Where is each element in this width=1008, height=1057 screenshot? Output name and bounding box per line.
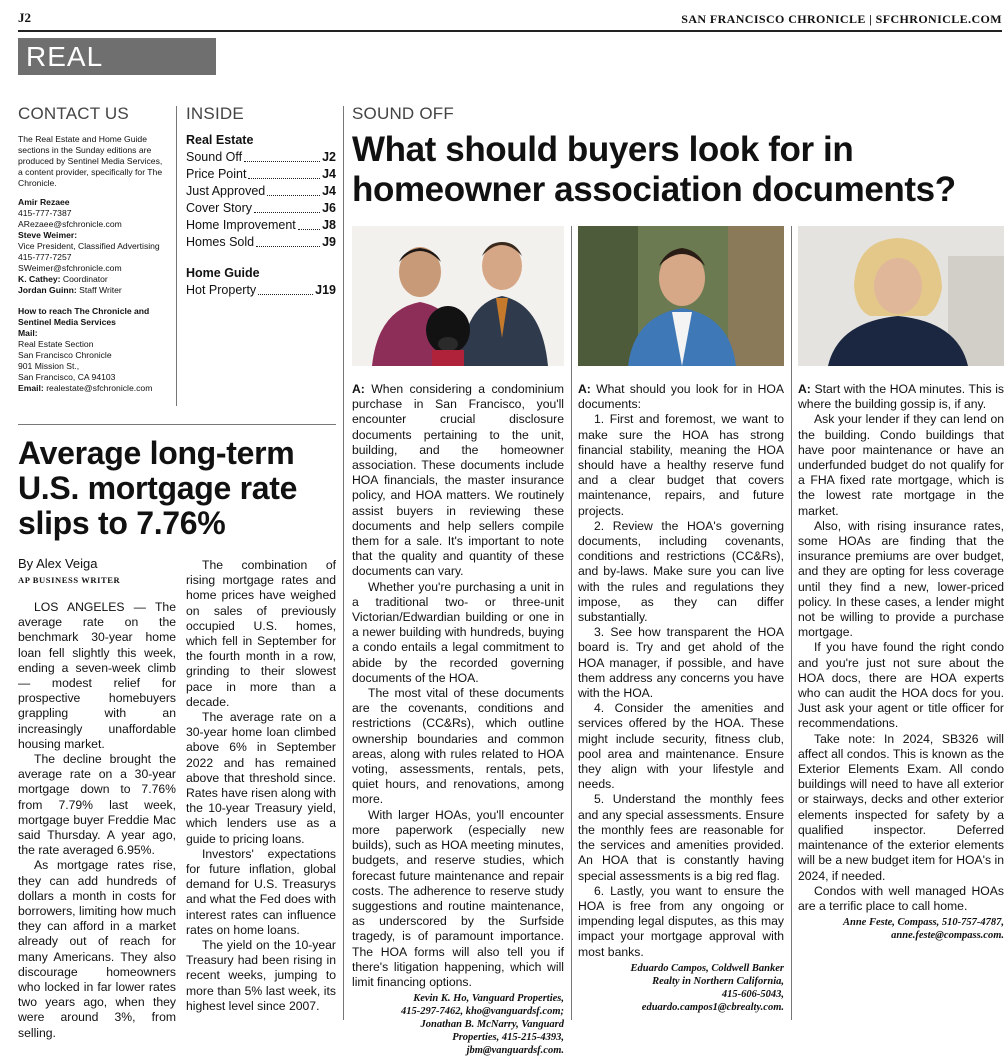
mortgage-headline: Average long-term U.S. mortgage rate slips to 7.76%: [18, 435, 298, 541]
toc-item[interactable]: Price Point J4: [186, 167, 336, 181]
mortgage-column-2: [186, 558, 336, 1014]
agents-photo-illustration: [352, 226, 564, 366]
toc-item[interactable]: Homes Sold J9: [186, 235, 336, 249]
writer-role: Staff Writer: [79, 285, 122, 295]
column-divider: [791, 226, 792, 1020]
paragraph: The average rate on a 30-year home loan climbed above 6% in September 2022 and has remained above that threshold since. Rates have risen along with the 10-year Treasury yield, which lenders use as a guide to pricing loans.: [186, 710, 336, 846]
paragraph: 2. Review the HOA's governing documents, including covenants, conditions and restrictions (CC&Rs), and by-laws. Make sure you can live with the rules and regulations they impose, as they can differ substantially.: [578, 518, 784, 625]
paragraph: Investors' expectations for future inflation, global demand for U.S. Treasurys and what the Fed does with interest rates can influence rates on home loans.: [186, 846, 336, 937]
contact-phone: 415-777-7257: [18, 252, 72, 262]
mortgage-byline: By Alex Veiga: [18, 556, 98, 571]
mail-line: 901 Mission St.,: [18, 361, 80, 371]
paragraph: The yield on the 10-year Treasury had been rising in recent weeks, jumping to more than 5% last week, its highest level since 2007.: [186, 938, 336, 1013]
paragraph: The combination of rising mortgage rates and home prices have weighed on sales of previously occupied U.S. homes, which fell in September for the fourth month in a row, grinding to their slowest pace in more than a decade.: [186, 558, 336, 709]
toc-item[interactable]: Just Approved J4: [186, 184, 336, 198]
toc-section-label: Real Estate: [186, 133, 254, 147]
answer-label: A:: [352, 382, 365, 396]
answer-column-3: [798, 382, 1004, 942]
story-divider: [18, 424, 336, 425]
email-label: Email:: [18, 383, 44, 393]
answer-signature: Anne Feste, Compass, 510-757-4787, anne.feste@compass.com.: [842, 917, 1004, 942]
paragraph: Also, with rising insurance rates, some HOAs are finding that the insurance premiums are over budget, and they are opting for less coverage until they find a new, lower-priced policy. In these cases, a lender might not be willing to provide a purchase mortgage.: [798, 518, 1004, 640]
paragraph: Whether you're purchasing a unit in a traditional two- or three-unit Victorian/Edwardian building or one in a newer building with hundreds, buying a condo entails a legal commitment to abide by the recorded governing documents of the HOA.: [352, 579, 564, 685]
contact-block: [18, 134, 168, 394]
paragraph: 1. First and foremost, we want to make sure the HOA has strong financial stability, meaning the HOA should have a healthy reserve fund and a clear budget that covers maintenance, repairs, and future projects.: [578, 412, 784, 518]
contact-phone: 415-777-7387: [18, 208, 72, 218]
contact-name: Steve Weimer:: [18, 230, 78, 240]
toc-item[interactable]: Cover Story J6: [186, 201, 336, 215]
paragraph: 3. See how transparent the HOA board is. Try and get ahold of the HOA manager, if possible, and have them address any concerns you have with the HOA.: [578, 625, 784, 701]
paragraph: If you have found the right condo and you're just not sure about the HOA docs, there are HOA experts who can audit the HOA docs for you. Just ask your agent or title officer for recommendations.: [798, 640, 1004, 731]
column-divider: [343, 106, 344, 1020]
mail-line: San Francisco Chronicle: [18, 350, 112, 360]
paragraph: 6. Lastly, you want to ensure the HOA is free from any ongoing or impending legal disputes, as this may impact your mortgage approval with most banks.: [578, 883, 784, 959]
answer-column-2: [578, 382, 784, 1014]
paragraph: Ask your lender if they can lend on the building. Condo buildings that have poor maintenance or have an underfunded budget do not qualify for a FHA fixed rate mortgage, which is the lowest rate mortgage in the market.: [798, 412, 1004, 518]
mortgage-column-1: [18, 600, 176, 1041]
paragraph: Condos with well managed HOAs are a terrific place to call home.: [798, 883, 1004, 913]
contact-email[interactable]: ARezaee@sfchronicle.com: [18, 219, 122, 229]
mail-line: San Francisco, CA 94103: [18, 372, 116, 382]
mortgage-agency: AP BUSINESS WRITER: [18, 575, 121, 585]
page-number: J2: [18, 10, 31, 25]
eduardo-photo: [578, 226, 784, 366]
email-value[interactable]: realestate@sfchronicle.com: [46, 383, 153, 393]
contact-heading: CONTACT US: [18, 104, 129, 123]
paragraph: The most vital of these documents are the covenants, conditions and restrictions (CC&Rs), which outline ownership boundaries and common areas, along with rules related to HOA voting, assessments, rentals, pets, quiet hours, and renovations, among more.: [352, 686, 564, 807]
contact-email[interactable]: SWeimer@sfchronicle.com: [18, 263, 122, 273]
contact-name: Amir Rezaee: [18, 197, 70, 207]
toc-item[interactable]: Sound Off J2: [186, 150, 336, 164]
paragraph: With larger HOAs, you'll encounter more paperwork (especially new builds), such as HOA meeting minutes, budgets, and reserve studies, which forecast future maintenance and repair costs. The adherence to reserve study suggestions and routine maintenance, as underscored by the Surfside tragedy, is of paramount importance. The HOA forms will also tell you if there's litigation happening, which will limit financing options.: [352, 807, 564, 989]
paragraph: As mortgage rates rise, they can add hundreds of dollars a month in costs for borrowers, limiting how much they can afford in a market already out of reach for many Americans. They also discourage homeowners who locked in far lower rates two years ago, when they were around 3%, from selling.: [18, 858, 176, 1040]
paragraph: 4. Consider the amenities and services offered by the HOA. These might include security, fitness club, pool area and maintenance. Ensure they align with your lifestyle and needs.: [578, 701, 784, 792]
column-divider: [176, 106, 177, 406]
eduardo-photo-illustration: [578, 226, 784, 366]
column-divider: [571, 226, 572, 1020]
sound-off-kicker: SOUND OFF: [352, 104, 454, 123]
mail-label: Mail:: [18, 328, 38, 338]
paragraph: A: When considering a condominium purchase in San Francisco, you'll encounter crucial disclosure documents pertaining to the unit, building, and the homeowner association. These documents include HOA financials, the master insurance policy, and HOA matters. We routinely assist buyers in reviewing these documents and help sellers compile them for a sale. It's important to note that the quality and quantity of these documents can vary.: [352, 382, 564, 579]
sound-off-headline: What should buyers look for in homeowner association documents?: [352, 130, 956, 209]
paragraph: The decline brought the average rate on a 30-year mortgage down to 7.76% from 7.79% last week, mortgage buyer Freddie Mac said Thursday. A year ago, the rate averaged 6.95%.: [18, 752, 176, 858]
inside-heading: INSIDE: [186, 104, 244, 123]
answer-label: A:: [798, 382, 811, 396]
mail-line: Real Estate Section: [18, 339, 94, 349]
contact-role: Vice President, Classified Advertising: [18, 241, 160, 251]
coordinator-name: K. Cathey:: [18, 274, 61, 284]
contact-intro: The Real Estate and Home Guide sections in the Sunday editions are produced by Sentinel Media Services, a content provider, specifically for The Chronicle.: [18, 134, 163, 188]
anne-photo: [798, 226, 1004, 366]
coordinator-role: Coordinator: [62, 274, 108, 284]
section-banner: REAL ESTATE: [18, 38, 216, 75]
anne-photo-illustration: [798, 226, 1004, 366]
toc-item[interactable]: Hot Property J19: [186, 283, 336, 297]
answer-column-1: [352, 382, 564, 1057]
writer-name: Jordan Guinn:: [18, 285, 77, 295]
header-rule: [18, 30, 1002, 32]
answer-signature: Kevin K. Ho, Vanguard Properties, 415-297-7462, kho@vanguardsf.com; Jonathan B. McNarry, Vanguard Properties, 415-215-4393, jbm@vanguardsf.com.: [400, 993, 564, 1057]
paragraph: A: What should you look for in HOA documents:: [578, 382, 784, 412]
toc-section-label: Home Guide: [186, 266, 260, 280]
paragraph: LOS ANGELES — The average rate on the benchmark 30-year home loan fell slightly this week, ending a seven-week climb — modest relief for prospective homebuyers grappling with an increasingly unaffordable housing market.: [18, 600, 176, 751]
answer-label: A:: [578, 382, 591, 396]
table-of-contents: [186, 132, 336, 299]
paragraph: 5. Understand the monthly fees and any special assessments. Ensure the monthly fees are reasonable for the services and amenities provided. An HOA that is constantly having special assessments is a big red flag.: [578, 792, 784, 883]
reach-heading: How to reach The Chronicle and Sentinel Media Services: [18, 306, 150, 327]
toc-item[interactable]: Home Improvement J8: [186, 218, 336, 232]
paragraph: Take note: In 2024, SB326 will affect all condos. This is known as the Exterior Elements Exam. All condo buildings will need to have all exterior or stairways, decks and other exterior elements inspected for safety by a qualified inspector. Deferred maintenance of the exterior elements will be a new budget item for HOA's in 2024, if needed.: [798, 731, 1004, 883]
paragraph: A: Start with the HOA minutes. This is where the building gossip is, if any.: [798, 382, 1004, 412]
answer-signature: Eduardo Campos, Coldwell Banker Realty in Northern California, 415-606-5043, eduardo.campos1@cbrealty.com.: [630, 962, 784, 1013]
agents-photo: [352, 226, 564, 366]
masthead: SAN FRANCISCO CHRONICLE | SFCHRONICLE.COM: [681, 12, 1002, 26]
